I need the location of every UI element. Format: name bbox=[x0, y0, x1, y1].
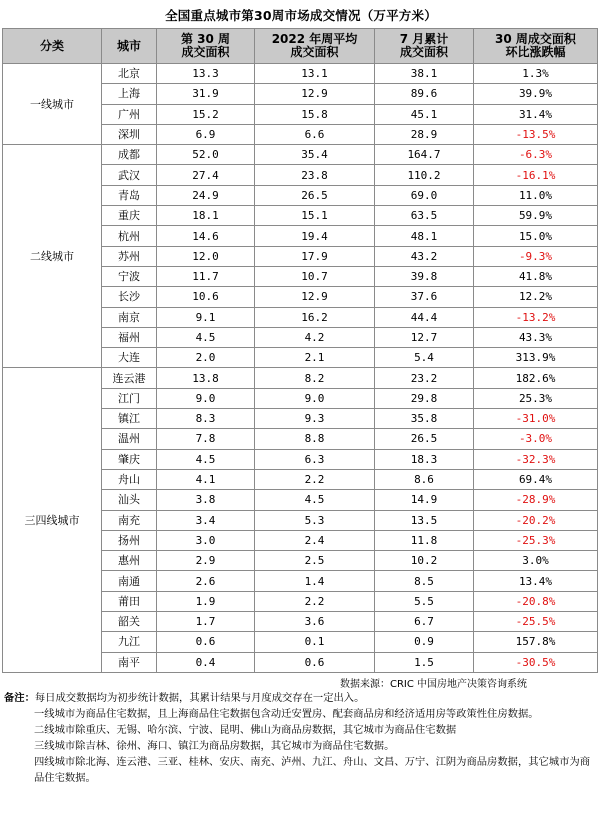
july-cell: 164.7 bbox=[375, 145, 474, 165]
change-cell: -20.8% bbox=[474, 591, 598, 611]
july-cell: 12.7 bbox=[375, 327, 474, 347]
avg2022-cell: 0.1 bbox=[255, 632, 375, 652]
city-cell: 苏州 bbox=[102, 246, 157, 266]
july-cell: 63.5 bbox=[375, 206, 474, 226]
change-cell: 69.4% bbox=[474, 469, 598, 489]
change-cell: 1.3% bbox=[474, 64, 598, 84]
avg2022-cell: 12.9 bbox=[255, 287, 375, 307]
city-cell: 九江 bbox=[102, 632, 157, 652]
city-cell: 南充 bbox=[102, 510, 157, 530]
city-cell: 莆田 bbox=[102, 591, 157, 611]
july-cell: 5.4 bbox=[375, 348, 474, 368]
table-row bbox=[3, 145, 598, 165]
header-july: 7 月累计 成交面积 bbox=[375, 29, 474, 64]
avg2022-cell: 17.9 bbox=[255, 246, 375, 266]
week30-cell: 31.9 bbox=[157, 84, 255, 104]
avg2022-cell: 15.8 bbox=[255, 104, 375, 124]
week30-cell: 3.4 bbox=[157, 510, 255, 530]
notes-label: 备注： bbox=[4, 692, 35, 704]
avg2022-cell: 6.3 bbox=[255, 449, 375, 469]
change-cell: 182.6% bbox=[474, 368, 598, 388]
avg2022-cell: 10.7 bbox=[255, 266, 375, 286]
city-cell: 汕头 bbox=[102, 490, 157, 510]
city-cell: 扬州 bbox=[102, 530, 157, 550]
week30-cell: 0.6 bbox=[157, 632, 255, 652]
week30-cell: 0.4 bbox=[157, 652, 255, 672]
change-cell: -28.9% bbox=[474, 490, 598, 510]
note-line bbox=[34, 706, 600, 722]
avg2022-cell: 4.5 bbox=[255, 490, 375, 510]
july-cell: 13.5 bbox=[375, 510, 474, 530]
change-cell: -32.3% bbox=[474, 449, 598, 469]
city-cell: 重庆 bbox=[102, 206, 157, 226]
week30-cell: 8.3 bbox=[157, 409, 255, 429]
week30-cell: 4.5 bbox=[157, 449, 255, 469]
header-avg2022: 2022 年周平均 成交面积 bbox=[255, 29, 375, 64]
july-cell: 14.9 bbox=[375, 490, 474, 510]
change-cell: 43.3% bbox=[474, 327, 598, 347]
week30-cell: 14.6 bbox=[157, 226, 255, 246]
week30-cell: 1.7 bbox=[157, 612, 255, 632]
change-cell: 15.0% bbox=[474, 226, 598, 246]
city-cell: 肇庆 bbox=[102, 449, 157, 469]
change-cell: 11.0% bbox=[474, 185, 598, 205]
july-cell: 110.2 bbox=[375, 165, 474, 185]
avg2022-cell: 15.1 bbox=[255, 206, 375, 226]
change-cell: -30.5% bbox=[474, 652, 598, 672]
note-text: 四线城市除北海、连云港、三亚、桂林、安庆、南充、泸州、九江、舟山、文昌、万宁、江阴为商品房数据，其它城市为商品住宅数据。 bbox=[34, 756, 591, 784]
change-cell: -6.3% bbox=[474, 145, 598, 165]
avg2022-cell: 9.3 bbox=[255, 409, 375, 429]
change-cell: -25.5% bbox=[474, 612, 598, 632]
july-cell: 18.3 bbox=[375, 449, 474, 469]
avg2022-cell: 6.6 bbox=[255, 124, 375, 144]
avg2022-cell: 1.4 bbox=[255, 571, 375, 591]
city-cell: 舟山 bbox=[102, 469, 157, 489]
city-cell: 南京 bbox=[102, 307, 157, 327]
change-cell: -31.0% bbox=[474, 409, 598, 429]
change-cell: 39.9% bbox=[474, 84, 598, 104]
tier-label: 一线城市 bbox=[3, 64, 102, 145]
week30-cell: 9.0 bbox=[157, 388, 255, 408]
avg2022-cell: 26.5 bbox=[255, 185, 375, 205]
city-cell: 南平 bbox=[102, 652, 157, 672]
avg2022-cell: 23.8 bbox=[255, 165, 375, 185]
avg2022-cell: 12.9 bbox=[255, 84, 375, 104]
week30-cell: 18.1 bbox=[157, 206, 255, 226]
change-cell: -9.3% bbox=[474, 246, 598, 266]
july-cell: 38.1 bbox=[375, 64, 474, 84]
avg2022-cell: 2.5 bbox=[255, 551, 375, 571]
header-week30: 第 30 周 成交面积 bbox=[157, 29, 255, 64]
change-cell: 12.2% bbox=[474, 287, 598, 307]
week30-cell: 3.8 bbox=[157, 490, 255, 510]
avg2022-cell: 2.1 bbox=[255, 348, 375, 368]
week30-cell: 15.2 bbox=[157, 104, 255, 124]
change-cell: -16.1% bbox=[474, 165, 598, 185]
avg2022-cell: 13.1 bbox=[255, 64, 375, 84]
week30-cell: 4.1 bbox=[157, 469, 255, 489]
header-row bbox=[3, 29, 598, 64]
transaction-table bbox=[2, 28, 598, 673]
week30-cell: 27.4 bbox=[157, 165, 255, 185]
avg2022-cell: 4.2 bbox=[255, 327, 375, 347]
july-cell: 44.4 bbox=[375, 307, 474, 327]
july-cell: 8.5 bbox=[375, 571, 474, 591]
week30-cell: 52.0 bbox=[157, 145, 255, 165]
change-cell: -13.5% bbox=[474, 124, 598, 144]
change-cell: 25.3% bbox=[474, 388, 598, 408]
week30-cell: 7.8 bbox=[157, 429, 255, 449]
week30-cell: 3.0 bbox=[157, 530, 255, 550]
avg2022-cell: 2.4 bbox=[255, 530, 375, 550]
week30-cell: 2.6 bbox=[157, 571, 255, 591]
avg2022-cell: 5.3 bbox=[255, 510, 375, 530]
july-cell: 37.6 bbox=[375, 287, 474, 307]
change-cell: 31.4% bbox=[474, 104, 598, 124]
avg2022-cell: 0.6 bbox=[255, 652, 375, 672]
july-cell: 45.1 bbox=[375, 104, 474, 124]
city-cell: 杭州 bbox=[102, 226, 157, 246]
tier-label: 二线城市 bbox=[3, 145, 102, 368]
note-text: 三线城市除吉林、徐州、海口、镇江为商品房数据，其它城市为商品住宅数据。 bbox=[34, 740, 395, 752]
week30-cell: 1.9 bbox=[157, 591, 255, 611]
city-cell: 大连 bbox=[102, 348, 157, 368]
july-cell: 5.5 bbox=[375, 591, 474, 611]
change-cell: 3.0% bbox=[474, 551, 598, 571]
july-cell: 29.8 bbox=[375, 388, 474, 408]
change-cell: -3.0% bbox=[474, 429, 598, 449]
note-text: 二线城市除重庆、无锡、哈尔滨、宁波、昆明、佛山为商品房数据，其它城市为商品住宅数据 bbox=[34, 724, 457, 736]
city-cell: 成都 bbox=[102, 145, 157, 165]
city-cell: 惠州 bbox=[102, 551, 157, 571]
change-cell: 41.8% bbox=[474, 266, 598, 286]
avg2022-cell: 8.8 bbox=[255, 429, 375, 449]
table-row bbox=[3, 368, 598, 388]
city-cell: 连云港 bbox=[102, 368, 157, 388]
note-line bbox=[4, 690, 600, 706]
avg2022-cell: 9.0 bbox=[255, 388, 375, 408]
notes-block bbox=[4, 690, 600, 786]
table-row bbox=[3, 64, 598, 84]
city-cell: 温州 bbox=[102, 429, 157, 449]
week30-cell: 13.3 bbox=[157, 64, 255, 84]
city-cell: 镇江 bbox=[102, 409, 157, 429]
header-change: 30 周成交面积 环比涨跌幅 bbox=[474, 29, 598, 64]
city-cell: 武汉 bbox=[102, 165, 157, 185]
change-cell: 59.9% bbox=[474, 206, 598, 226]
note-line bbox=[34, 738, 600, 754]
header-category: 分类 bbox=[3, 29, 102, 64]
city-cell: 江门 bbox=[102, 388, 157, 408]
avg2022-cell: 16.2 bbox=[255, 307, 375, 327]
week30-cell: 2.9 bbox=[157, 551, 255, 571]
note-line bbox=[34, 754, 600, 786]
week30-cell: 11.7 bbox=[157, 266, 255, 286]
avg2022-cell: 2.2 bbox=[255, 591, 375, 611]
week30-cell: 10.6 bbox=[157, 287, 255, 307]
week30-cell: 2.0 bbox=[157, 348, 255, 368]
city-cell: 长沙 bbox=[102, 287, 157, 307]
july-cell: 10.2 bbox=[375, 551, 474, 571]
tier-label: 三四线城市 bbox=[3, 368, 102, 672]
city-cell: 北京 bbox=[102, 64, 157, 84]
change-cell: -20.2% bbox=[474, 510, 598, 530]
change-cell: -13.2% bbox=[474, 307, 598, 327]
july-cell: 6.7 bbox=[375, 612, 474, 632]
change-cell: 13.4% bbox=[474, 571, 598, 591]
change-cell: 157.8% bbox=[474, 632, 598, 652]
july-cell: 43.2 bbox=[375, 246, 474, 266]
avg2022-cell: 2.2 bbox=[255, 469, 375, 489]
july-cell: 69.0 bbox=[375, 185, 474, 205]
note-line bbox=[34, 722, 600, 738]
city-cell: 福州 bbox=[102, 327, 157, 347]
july-cell: 26.5 bbox=[375, 429, 474, 449]
city-cell: 广州 bbox=[102, 104, 157, 124]
july-cell: 1.5 bbox=[375, 652, 474, 672]
week30-cell: 12.0 bbox=[157, 246, 255, 266]
data-source: 数据来源：CRIC 中国房地产决策咨询系统 bbox=[340, 679, 528, 690]
avg2022-cell: 19.4 bbox=[255, 226, 375, 246]
week30-cell: 4.5 bbox=[157, 327, 255, 347]
city-cell: 上海 bbox=[102, 84, 157, 104]
city-cell: 韶关 bbox=[102, 612, 157, 632]
avg2022-cell: 35.4 bbox=[255, 145, 375, 165]
avg2022-cell: 8.2 bbox=[255, 368, 375, 388]
table-title: 全国重点城市第30周市场成交情况（万平方米） bbox=[165, 8, 437, 23]
header-city: 城市 bbox=[102, 29, 157, 64]
july-cell: 11.8 bbox=[375, 530, 474, 550]
july-cell: 35.8 bbox=[375, 409, 474, 429]
avg2022-cell: 3.6 bbox=[255, 612, 375, 632]
july-cell: 48.1 bbox=[375, 226, 474, 246]
note-text: 每日成交数据均为初步统计数据，其累计结果与月度成交存在一定出入。 bbox=[34, 692, 365, 704]
week30-cell: 9.1 bbox=[157, 307, 255, 327]
table-body bbox=[3, 64, 598, 673]
city-cell: 宁波 bbox=[102, 266, 157, 286]
city-cell: 南通 bbox=[102, 571, 157, 591]
city-cell: 青岛 bbox=[102, 185, 157, 205]
week30-cell: 6.9 bbox=[157, 124, 255, 144]
july-cell: 28.9 bbox=[375, 124, 474, 144]
july-cell: 39.8 bbox=[375, 266, 474, 286]
july-cell: 89.6 bbox=[375, 84, 474, 104]
week30-cell: 24.9 bbox=[157, 185, 255, 205]
week30-cell: 13.8 bbox=[157, 368, 255, 388]
city-cell: 深圳 bbox=[102, 124, 157, 144]
july-cell: 0.9 bbox=[375, 632, 474, 652]
july-cell: 8.6 bbox=[375, 469, 474, 489]
change-cell: 313.9% bbox=[474, 348, 598, 368]
note-text: 一线城市为商品住宅数据，且上海商品住宅数据包含动迁安置房、配套商品房和经济适用房等政策性住房数据。 bbox=[34, 708, 539, 720]
july-cell: 23.2 bbox=[375, 368, 474, 388]
change-cell: -25.3% bbox=[474, 530, 598, 550]
